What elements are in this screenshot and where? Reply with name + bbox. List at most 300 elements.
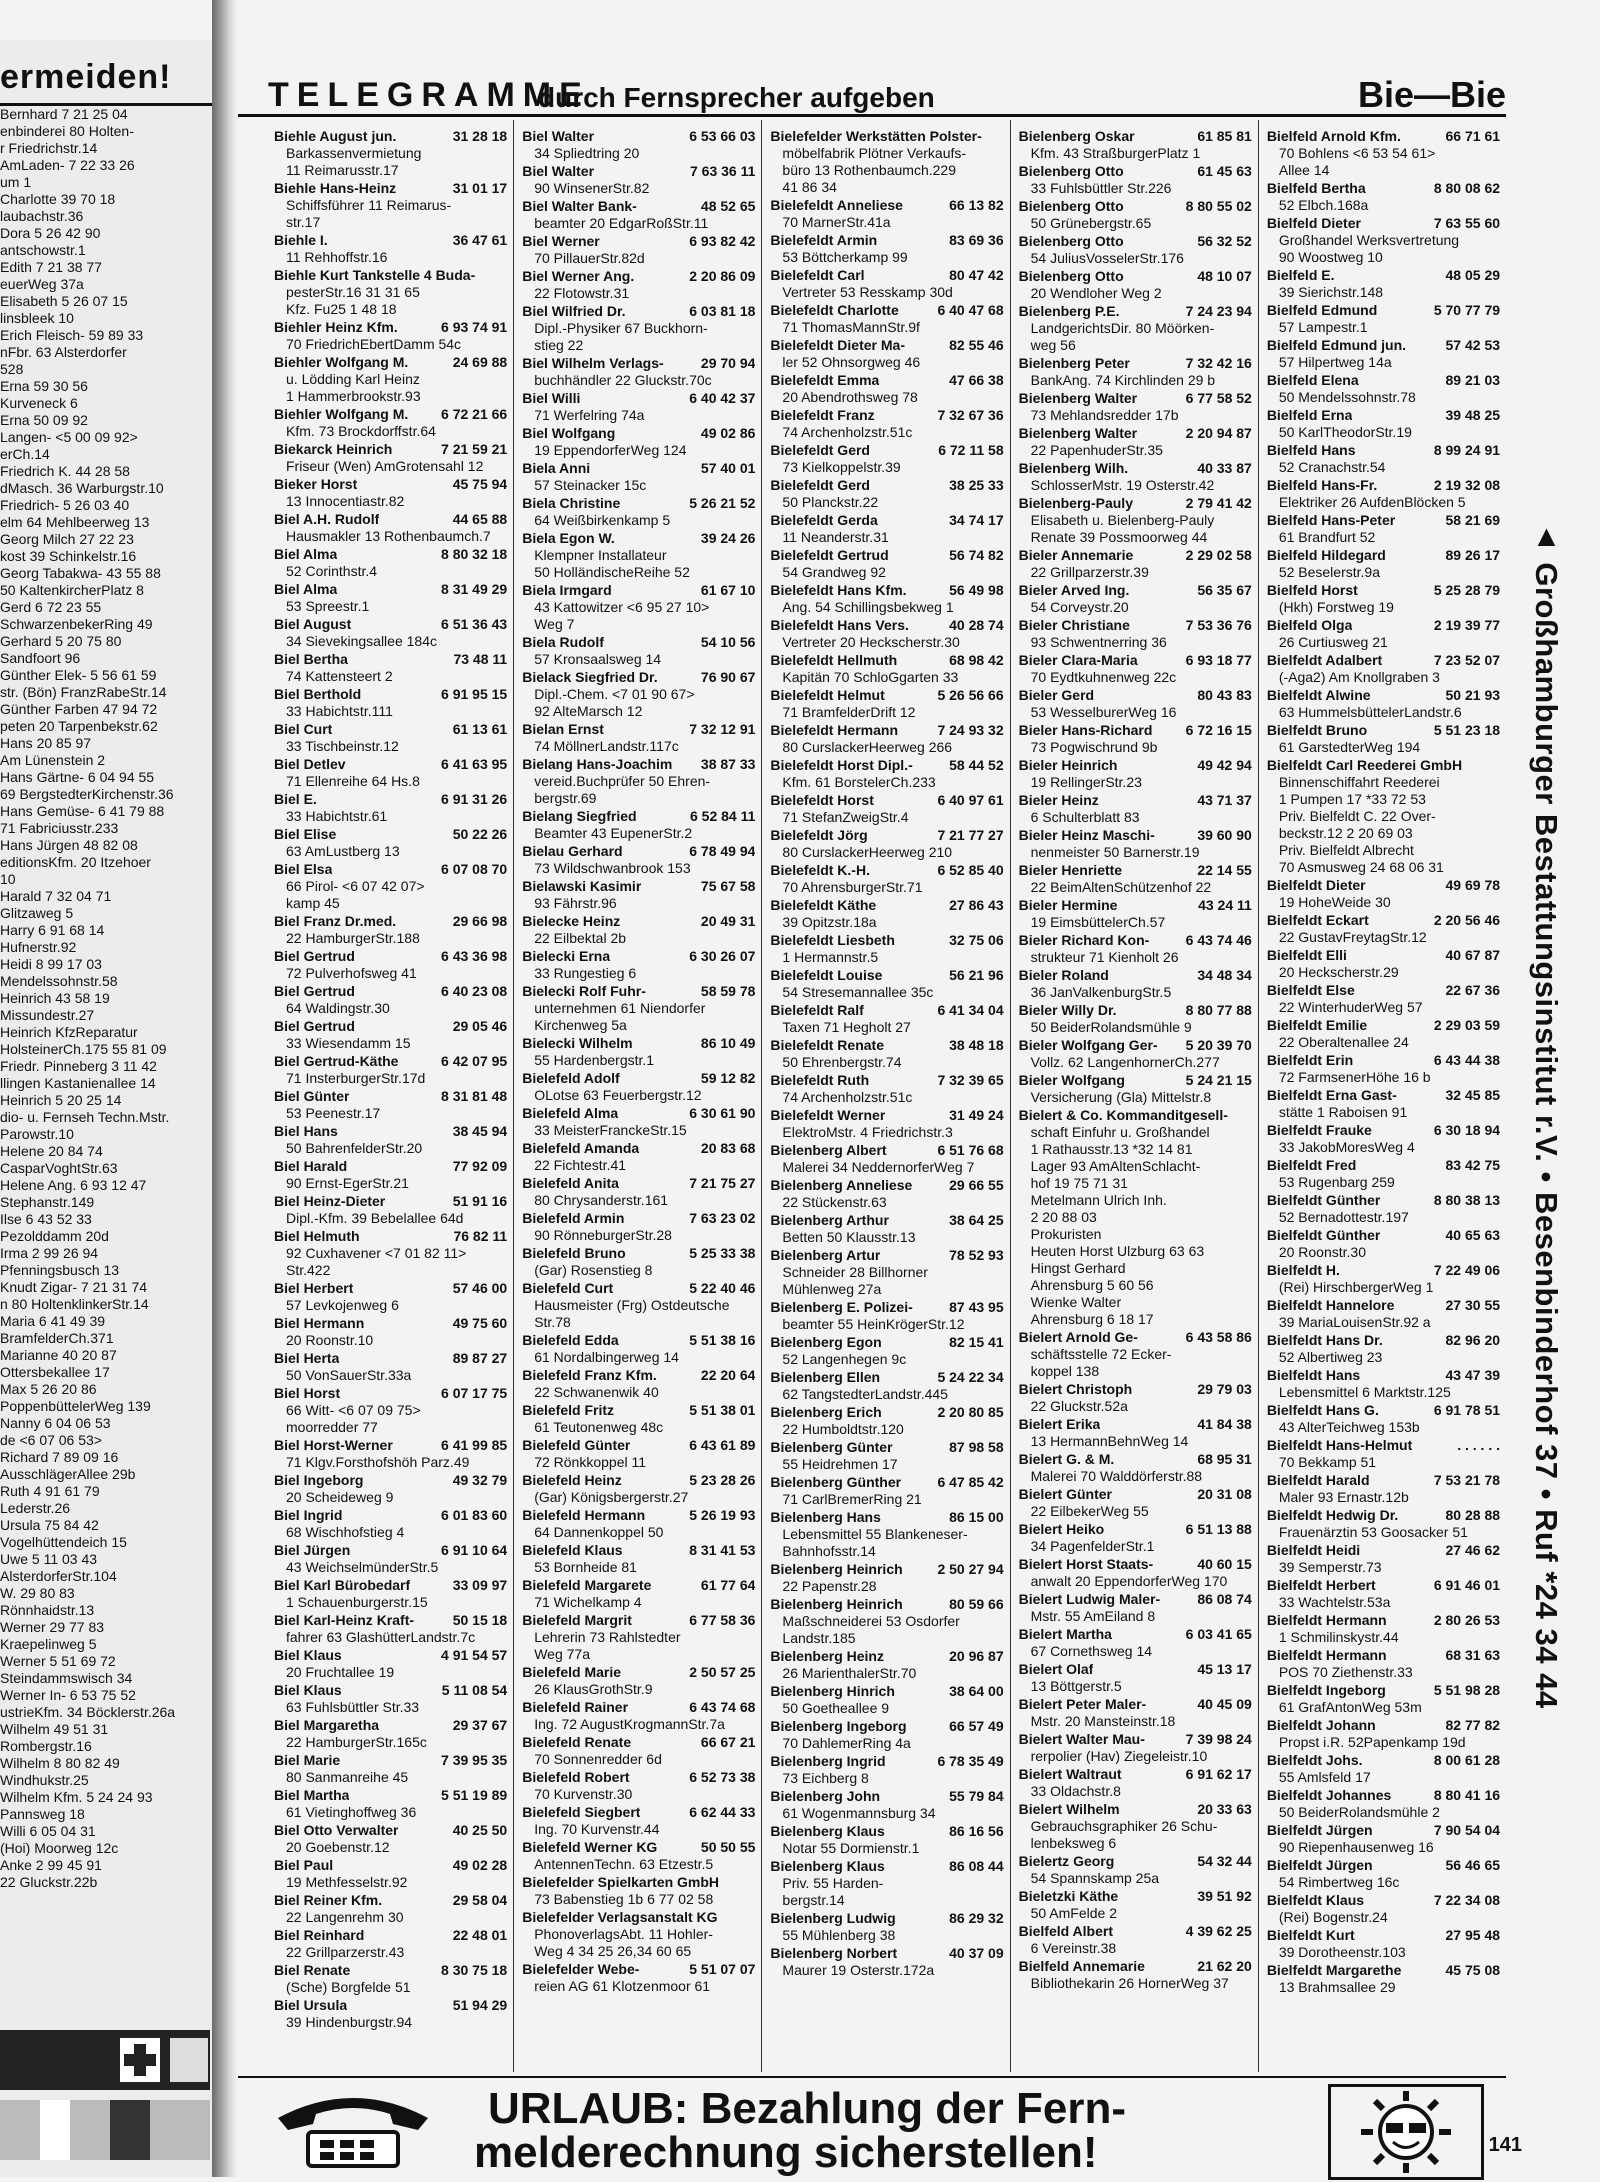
subscriber-address: 64 Dannenkoppel 50 — [534, 1524, 664, 1540]
subscriber-address: 43 WeichselmünderStr.5 — [286, 1559, 439, 1575]
subscriber-address: 93 Fährstr.96 — [534, 895, 617, 911]
subscriber-name: Bielfeld Olga — [1266, 617, 1353, 633]
subscriber-name: Bielfeld Hans — [1266, 442, 1356, 458]
listing-column-2 — [514, 120, 762, 2072]
subscriber-name: Bielfeldt H. — [1266, 1262, 1340, 1278]
phone-number: 6 51 76 68 — [937, 1142, 1004, 1158]
listing-entry — [1019, 163, 1252, 197]
subscriber-name: Bielfeldt Hannelore — [1266, 1297, 1395, 1313]
subscriber-address: 53 Rugenbarg 259 — [1278, 1174, 1395, 1190]
phone-number: 50 21 93 — [1445, 687, 1501, 703]
subscriber-name: Bielert Heiko — [1018, 1521, 1105, 1537]
subscriber-name: Bielenberg Peter — [1018, 355, 1130, 371]
subscriber-name: Bielefeldt Renate — [770, 1037, 884, 1053]
listing-entry — [770, 1683, 1003, 1717]
phone-number: 5 51 98 28 — [1433, 1682, 1501, 1698]
adjacent-page-entry: Vogelhüttendeich 15 — [0, 1534, 127, 1550]
subscriber-name: Bielfeldt Hermann — [1266, 1612, 1387, 1628]
subscriber-address: Ahrensburg 6 18 17 — [1030, 1311, 1154, 1327]
listing-entry — [1019, 495, 1252, 546]
subscriber-address: weg 56 — [1030, 337, 1076, 353]
adjacent-page-entry: CasparVoghtStr.63 — [0, 1160, 118, 1176]
page-number: 141 — [1488, 2134, 1522, 2156]
page-gutter — [212, 0, 238, 2177]
subscriber-name: Biel Elsa — [274, 861, 333, 877]
subscriber-address: Str.78 — [534, 1314, 571, 1330]
subscriber-name: Bielfeldt Günther — [1266, 1192, 1381, 1208]
phone-number: 5 26 19 93 — [689, 1507, 756, 1523]
adjacent-page-entry: Hans Gemüse- 6 41 79 88 — [0, 803, 165, 819]
subscriber-address: u. Lödding Karl Heinz — [286, 371, 420, 387]
listing-entry — [1019, 1888, 1252, 1922]
subscriber-address: ElektroMstr. 4 Friedrichstr.3 — [782, 1124, 953, 1140]
phone-number: 38 25 33 — [949, 477, 1004, 493]
phone-number: 40 67 87 — [1445, 947, 1501, 963]
subscriber-address: 1 Schmilinskystr.44 — [1278, 1629, 1399, 1645]
listing-entry — [770, 1648, 1003, 1682]
subscriber-address: möbelfabrik Plötner Verkaufs- — [782, 145, 967, 161]
listing-entry — [1019, 1626, 1252, 1660]
subscriber-address: 33 Tischbeinstr.12 — [286, 738, 399, 754]
phone-number: 80 59 66 — [949, 1596, 1004, 1612]
adjacent-page-entry: PoppenbüttelerWeg 139 — [0, 1398, 151, 1414]
subscriber-name: Biel Herta — [274, 1350, 340, 1366]
listing-entry — [770, 407, 1003, 441]
phone-number: 22 14 55 — [1197, 862, 1252, 878]
phone-number: 5 51 19 89 — [441, 1787, 508, 1803]
subscriber-address: 22 PapenhuderStr.35 — [1030, 442, 1163, 458]
phone-number: 82 77 82 — [1445, 1717, 1501, 1733]
phone-number: 76 90 67 — [700, 669, 756, 685]
subscriber-name: Bielert Peter Maler- — [1018, 1696, 1147, 1712]
listing-entry — [1267, 302, 1500, 336]
phone-number: 82 15 41 — [949, 1334, 1004, 1350]
phone-number: 7 32 42 16 — [1185, 355, 1252, 371]
phone-number: 44 65 88 — [452, 511, 508, 527]
subscriber-address: 63 HummelsbüttelerLandstr.6 — [1278, 704, 1462, 720]
subscriber-address: Malerei 70 Walddörferstr.88 — [1030, 1468, 1203, 1484]
phone-number: 20 83 68 — [700, 1140, 756, 1156]
listing-entry — [1267, 1542, 1500, 1576]
adjacent-page-entry: Langen- <5 00 09 92> — [0, 429, 138, 445]
phone-number: 89 87 27 — [452, 1350, 508, 1366]
phone-number: 6 93 18 77 — [1185, 652, 1252, 668]
phone-number: 68 31 63 — [1445, 1647, 1501, 1663]
subscriber-address: 41 86 34 — [782, 179, 837, 195]
subscriber-address: 54 Stresemannallee 35c — [782, 984, 934, 1000]
listing-entry — [770, 302, 1003, 336]
subscriber-address: Vertreter 20 Heckscherstr.30 — [782, 634, 960, 650]
listing-entry — [1267, 180, 1500, 214]
subscriber-address: 22 Schwanenwik 40 — [534, 1384, 659, 1400]
subscriber-address: 50 HolländischeReihe 52 — [534, 564, 690, 580]
subscriber-name: Biel Harald — [274, 1158, 348, 1174]
listing-entry — [274, 616, 507, 650]
phone-number: . . . . . . — [1457, 1437, 1501, 1453]
subscriber-address: 33 MeisterFranckeStr.15 — [534, 1122, 687, 1138]
subscriber-name: Bielan Ernst — [522, 721, 604, 737]
subscriber-address: Maßschneiderei 53 Osdorfer — [782, 1613, 960, 1629]
subscriber-address: 54 Spannskamp 25a — [1030, 1870, 1160, 1886]
subscriber-name: Biel Ursula — [274, 1997, 348, 2013]
listing-column-5 — [1259, 120, 1506, 2072]
listing-entry — [770, 547, 1003, 581]
subscriber-name: Bielfeldt Jürgen — [1266, 1857, 1373, 1873]
subscriber-name: Bielefeldt Franz — [770, 407, 875, 423]
subscriber-name: Bielefeld Edda — [522, 1332, 619, 1348]
adjacent-page-entry: AmLaden- 7 22 33 26 — [0, 157, 135, 173]
subscriber-address: Propst i.R. 52Papenkamp 19d — [1278, 1734, 1466, 1750]
adjacent-page-entry: Friedrich- 5 26 03 40 — [0, 497, 130, 513]
phone-number: 2 20 56 46 — [1433, 912, 1501, 928]
phone-number: 29 66 98 — [452, 913, 508, 929]
subscriber-name: Bielefeld Siegbert — [522, 1804, 641, 1820]
subscriber-address: 61 Teutonenweg 48c — [534, 1419, 664, 1435]
phone-number: 6 52 73 38 — [689, 1769, 756, 1785]
subscriber-address: unternehmen 61 Niendorfer — [534, 1000, 706, 1016]
phone-number: 59 12 82 — [700, 1070, 756, 1086]
phone-number: 7 53 36 76 — [1185, 617, 1252, 633]
adjacent-page-entry: Ottersbekallee 17 — [0, 1364, 110, 1380]
subscriber-address: (Hkh) Forstweg 19 — [1278, 599, 1394, 615]
adjacent-page-entry: Wilhelm 49 51 31 — [0, 1721, 109, 1737]
subscriber-address: (Rei) Bogenstr.24 — [1278, 1909, 1388, 1925]
subscriber-address: 70 Asmusweg 24 68 06 31 — [1278, 859, 1444, 875]
subscriber-address: 39 Opitzstr.18a — [782, 914, 877, 930]
adjacent-page-entry: 50 KaltenkircherPlatz 8 — [0, 582, 144, 598]
adjacent-page-entry: Ruth 4 91 61 79 — [0, 1483, 100, 1499]
phone-number: 6 03 81 18 — [689, 303, 756, 319]
subscriber-name: Biel Wilfried Dr. — [522, 303, 626, 319]
phone-number: 5 51 07 07 — [689, 1961, 756, 1977]
subscriber-address: vereid.Buchprüfer 50 Ehren- — [534, 773, 711, 789]
subscriber-address: 22 GustavFreytagStr.12 — [1278, 929, 1427, 945]
listing-entry — [274, 948, 507, 982]
phone-number: 6 91 78 51 — [1433, 1402, 1501, 1418]
phone-number: 6 42 07 95 — [441, 1053, 508, 1069]
phone-number: 87 98 58 — [949, 1439, 1004, 1455]
phone-number: 6 41 99 85 — [441, 1437, 508, 1453]
subscriber-address: 33 Habichtstr.111 — [286, 703, 393, 719]
subscriber-address: Dipl.-Kfm. 39 Bebelallee 64d — [286, 1210, 464, 1226]
listing-entry — [770, 1404, 1003, 1438]
phone-number: 2 29 02 58 — [1185, 547, 1252, 563]
listing-entry — [522, 669, 755, 720]
subscriber-name: Biel E. — [274, 791, 317, 807]
phone-number: 27 30 55 — [1445, 1297, 1501, 1313]
subscriber-name: Biel Karl Bürobedarf — [274, 1577, 411, 1593]
adjacent-page-entry: AlsterdorferStr.104 — [0, 1568, 117, 1584]
phone-number: 82 55 46 — [949, 337, 1004, 353]
subscriber-name: Bielefeldt Horst Dipl.- — [770, 757, 913, 773]
subscriber-address: Wienke Walter — [1030, 1294, 1122, 1310]
phone-number: 6 07 08 70 — [441, 861, 508, 877]
subscriber-name: Bielfeldt Günther — [1266, 1227, 1381, 1243]
subscriber-address: Notar 55 Dormienstr.1 — [782, 1840, 920, 1856]
listing-entry — [1019, 827, 1252, 861]
subscriber-address: Elektriker 26 AufdenBlöcken 5 — [1278, 494, 1466, 510]
subscriber-address: 22 Stückenstr.63 — [782, 1194, 887, 1210]
subscriber-address: 73 Babenstieg 1b 6 77 02 58 — [534, 1891, 714, 1907]
listing-entry — [522, 268, 755, 302]
phone-number: 38 87 33 — [700, 756, 756, 772]
subscriber-address: Beamter 43 EupenerStr.2 — [534, 825, 693, 841]
listing-entry — [522, 198, 755, 232]
subscriber-name: Bielefeld Curt — [522, 1280, 614, 1296]
listing-entry — [274, 128, 507, 179]
listing-entry — [522, 756, 755, 807]
subscriber-address: 22 Fichtestr.41 — [534, 1157, 627, 1173]
phone-number: 5 22 40 46 — [689, 1280, 756, 1296]
adjacent-page-entry: r Friedrichstr.14 — [0, 140, 98, 156]
listing-entry — [1267, 1682, 1500, 1716]
subscriber-address: 22 Grillparzerstr.43 — [286, 1944, 405, 1960]
subscriber-address: Ang. 54 Schillingsbekweg 1 — [782, 599, 954, 615]
phone-number: 6 62 44 33 — [689, 1804, 756, 1820]
listing-entry — [522, 878, 755, 912]
phone-number: 48 10 07 — [1197, 268, 1252, 284]
listing-entry — [274, 1822, 507, 1856]
subscriber-address: 52 Cranachstr.54 — [1278, 459, 1386, 475]
subscriber-name: Bielefeldt Werner — [770, 1107, 886, 1123]
phone-number: 33 09 97 — [452, 1577, 508, 1593]
phone-number: 5 70 77 79 — [1433, 302, 1501, 318]
listing-entry — [1019, 1037, 1252, 1071]
subscriber-name: Bieler Heinrich — [1018, 757, 1118, 773]
subscriber-address: 20 Wendloher Weg 2 — [1030, 285, 1162, 301]
subscriber-name: Biel Werner Ang. — [522, 268, 635, 284]
subscriber-name: Bielfeldt Hermann — [1266, 1647, 1387, 1663]
listing-entry — [274, 1280, 507, 1314]
subscriber-name: Bielenberg Hinrich — [770, 1683, 895, 1699]
subscriber-address: 22 Oberaltenallee 24 — [1278, 1034, 1409, 1050]
phone-number: 6 91 10 64 — [441, 1542, 508, 1558]
listing-entry — [1019, 1801, 1252, 1852]
subscriber-name: Biel Jürgen — [274, 1542, 351, 1558]
listing-entry — [770, 897, 1003, 931]
subscriber-name: Biehler Heinz Kfm. — [274, 319, 398, 335]
subscriber-address: Kirchenweg 5a — [534, 1017, 627, 1033]
subscriber-name: Bielenberg Norbert — [770, 1945, 898, 1961]
listing-entry — [274, 1350, 507, 1384]
phone-number: 51 91 16 — [452, 1193, 508, 1209]
listing-entry — [522, 1874, 755, 1908]
subscriber-name: Bielefelder Webe- — [522, 1961, 640, 1977]
listing-entry — [1267, 442, 1500, 476]
phone-number: 49 75 60 — [452, 1315, 508, 1331]
phone-number: 58 59 78 — [700, 983, 756, 999]
subscriber-address: Mstr. 55 AmEiland 8 — [1030, 1608, 1156, 1624]
subscriber-address: 22 Humboldtstr.120 — [782, 1421, 904, 1437]
subscriber-name: Bielfeldt Hans-Helmut — [1266, 1437, 1413, 1453]
adjacent-page-entry: Willi 6 05 04 31 — [0, 1823, 96, 1839]
adjacent-page-entry: Günther Farben 47 94 72 — [0, 701, 158, 717]
phone-number: 2 50 27 94 — [937, 1561, 1004, 1577]
phone-number: 83 69 36 — [949, 232, 1004, 248]
adjacent-page-entry: Erich Fleisch- 59 89 33 — [0, 327, 144, 343]
adjacent-page-entry: um 1 — [0, 174, 32, 190]
listing-columns — [266, 120, 1506, 2072]
phone-number: 8 80 77 88 — [1185, 1002, 1252, 1018]
subscriber-name: Bielenberg Ingeborg — [770, 1718, 907, 1734]
listing-entry — [1267, 1297, 1500, 1331]
phone-number: 32 75 06 — [949, 932, 1004, 948]
adjacent-page-entry: nFbr. 63 Alsterdorfer — [0, 344, 127, 360]
subscriber-name: Bielefeldt Hellmuth — [770, 652, 898, 668]
listing-entry — [522, 390, 755, 424]
adjacent-page-entry: antschowstr.1 — [0, 242, 86, 258]
adjacent-page-entry: Erna 59 30 56 — [0, 378, 88, 394]
listing-entry — [274, 581, 507, 615]
phone-number: 8 80 32 18 — [441, 546, 508, 562]
subscriber-name: Bielefeld Marie — [522, 1664, 622, 1680]
subscriber-name: Bielenberg Otto — [1018, 268, 1124, 284]
phone-number: 5 24 21 15 — [1185, 1072, 1252, 1088]
subscriber-address: 13 Böttgerstr.5 — [1030, 1678, 1122, 1694]
subscriber-address: 73 Kielkoppelstr.39 — [782, 459, 901, 475]
subscriber-address: 53 Spreestr.1 — [286, 598, 370, 614]
listing-entry — [274, 1787, 507, 1821]
subscriber-name: Bielfeldt Erna Gast- — [1266, 1087, 1397, 1103]
listing-entry — [1019, 617, 1252, 651]
subscriber-address: 71 InsterburgerStr.17d — [286, 1070, 426, 1086]
subscriber-address: 13 Brahmsallee 29 — [1278, 1979, 1396, 1995]
adjacent-page-entry: Mendelssohnstr.58 — [0, 973, 118, 989]
subscriber-address: 93 Schwentnerring 36 — [1030, 634, 1167, 650]
subscriber-name: Bielert Waltraut — [1018, 1766, 1122, 1782]
adjacent-page-entry: 22 Gluckstr.22b — [0, 1874, 98, 1890]
adjacent-page-entry: n 80 HoltenklinkerStr.14 — [0, 1296, 149, 1312]
listing-entry — [770, 1037, 1003, 1071]
subscriber-name: Bielefeld Adolf — [522, 1070, 620, 1086]
subscriber-name: Bielefeld Günter — [522, 1437, 631, 1453]
phone-number: 57 46 00 — [452, 1280, 508, 1296]
adjacent-page-entry: Rönnhaidstr.13 — [0, 1602, 95, 1618]
listing-entry — [770, 1334, 1003, 1368]
listing-entry — [1267, 337, 1500, 371]
phone-number: 87 43 95 — [949, 1299, 1004, 1315]
subscriber-address: 71 BramfelderDrift 12 — [782, 704, 916, 720]
subscriber-name: Biel Alma — [274, 546, 338, 562]
subscriber-name: Bielenberg E. Polizei- — [770, 1299, 913, 1315]
listing-entry — [770, 967, 1003, 1001]
listing-entry — [1267, 267, 1500, 301]
subscriber-address: 80 CurslackerHeerweg 266 — [782, 739, 953, 755]
subscriber-name: Bielfeldt Johannes — [1266, 1787, 1392, 1803]
listing-entry — [274, 913, 507, 947]
subscriber-address: moorredder 77 — [286, 1419, 378, 1435]
phone-number: 40 45 09 — [1197, 1696, 1252, 1712]
listing-entry — [1267, 477, 1500, 511]
adjacent-page-entry: Dora 5 26 42 90 — [0, 225, 101, 241]
subscriber-address: anwalt 20 EppendorferWeg 170 — [1030, 1573, 1228, 1589]
listing-entry — [522, 582, 755, 633]
subscriber-address: 66 Pirol- <6 07 42 07> — [286, 878, 425, 894]
phone-number: 6 07 17 75 — [441, 1385, 508, 1401]
subscriber-name: Bielfeld Hans-Peter — [1266, 512, 1396, 528]
phone-number: 5 24 22 34 — [937, 1369, 1004, 1385]
listing-entry — [1267, 215, 1500, 266]
listing-entry — [770, 617, 1003, 651]
adjacent-page-entry: Irma 2 99 26 94 — [0, 1245, 99, 1261]
subscriber-address: 1 Rathausstr.13 *32 14 81 — [1030, 1141, 1193, 1157]
phone-number: 57 42 53 — [1445, 337, 1501, 353]
subscriber-address: 52 Langenhegen 9c — [782, 1351, 907, 1367]
subscriber-address: 80 Chrysanderstr.161 — [534, 1192, 669, 1208]
phone-number: 6 40 97 61 — [937, 792, 1004, 808]
subscriber-address: 92 Cuxhavener <7 01 82 11> — [286, 1245, 467, 1261]
listing-entry — [1019, 355, 1252, 389]
phone-number: 21 62 20 — [1197, 1958, 1252, 1974]
listing-entry — [274, 354, 507, 405]
subscriber-name: Biekarck Heinrich — [274, 441, 393, 457]
subscriber-name: Bielfeld Albert — [1018, 1923, 1113, 1939]
listing-entry — [522, 163, 755, 197]
phone-number: 6 93 82 42 — [689, 233, 756, 249]
listing-entry — [1019, 198, 1252, 232]
listing-entry — [522, 1175, 755, 1209]
subscriber-address: 70 Eydtkuhnenweg 22c — [1030, 669, 1177, 685]
subscriber-address: 74 MöllnerLandstr.117c — [534, 738, 679, 754]
subscriber-name: Bielefeldt Liesbeth — [770, 932, 895, 948]
subscriber-address: 71 Klgv.Forsthofshöh Parz.49 — [286, 1454, 470, 1470]
subscriber-address: 70 DahlemerRing 4a — [782, 1735, 911, 1751]
subscriber-name: Bielefeld Margarete — [522, 1577, 652, 1593]
phone-number: 8 99 24 91 — [1433, 442, 1501, 458]
phone-number: 39 60 90 — [1197, 827, 1252, 843]
listing-entry — [770, 652, 1003, 686]
subscriber-name: Biel Gertrud-Käthe — [274, 1053, 399, 1069]
phone-number: 8 31 81 48 — [441, 1088, 508, 1104]
subscriber-name: Bielfeldt Hans Dr. — [1266, 1332, 1383, 1348]
subscriber-name: Biel Hermann — [274, 1315, 365, 1331]
adjacent-page-entry: Georg Tabakwa- 43 55 88 — [0, 565, 161, 581]
subscriber-name: Bielefeldt Jörg — [770, 827, 868, 843]
subscriber-name: Biel Wolfgang — [522, 425, 616, 441]
subscriber-name: Biehle Hans-Heinz — [274, 180, 397, 196]
subscriber-address: Friseur (Wen) AmGrotensahl 12 — [286, 458, 484, 474]
subscriber-name: Bielert Wilhelm — [1018, 1801, 1120, 1817]
subscriber-name: Bielfeldt Emilie — [1266, 1017, 1368, 1033]
phone-number: 6 43 58 86 — [1185, 1329, 1252, 1345]
directory-page — [238, 40, 1578, 2177]
phone-number: 7 22 34 08 — [1433, 1892, 1501, 1908]
phone-number: 34 48 34 — [1197, 967, 1252, 983]
listing-entry — [1267, 1227, 1500, 1261]
phone-number: 77 92 09 — [452, 1158, 508, 1174]
listing-entry — [1267, 1612, 1500, 1646]
phone-number: 6 52 84 11 — [690, 808, 756, 824]
phone-number: 49 02 86 — [700, 425, 756, 441]
page-title: TELEGRAMME — [268, 76, 590, 114]
listing-entry — [770, 1107, 1003, 1141]
listing-entry — [274, 1717, 507, 1751]
listing-entry — [274, 1892, 507, 1926]
phone-number: 2 20 80 85 — [937, 1404, 1004, 1420]
subscriber-name: Bieler Hans-Richard — [1018, 722, 1153, 738]
adjacent-page-entry: Gerd 6 72 23 55 — [0, 599, 102, 615]
subscriber-address: 54 Rimbertweg 16c — [1278, 1874, 1400, 1890]
listing-entry — [1267, 128, 1500, 179]
phone-number: 55 79 84 — [949, 1788, 1004, 1804]
adjacent-page-entry: Knudt Zigar- 7 21 31 74 — [0, 1279, 148, 1295]
subscriber-address: Binnenschiffahrt Reederei — [1278, 774, 1440, 790]
listing-entry — [274, 861, 507, 912]
phone-number: 7 39 95 35 — [441, 1752, 508, 1768]
phone-number: 5 11 08 54 — [441, 1682, 508, 1698]
listing-entry — [522, 1542, 755, 1576]
subscriber-name: Biel Walter — [522, 163, 595, 179]
